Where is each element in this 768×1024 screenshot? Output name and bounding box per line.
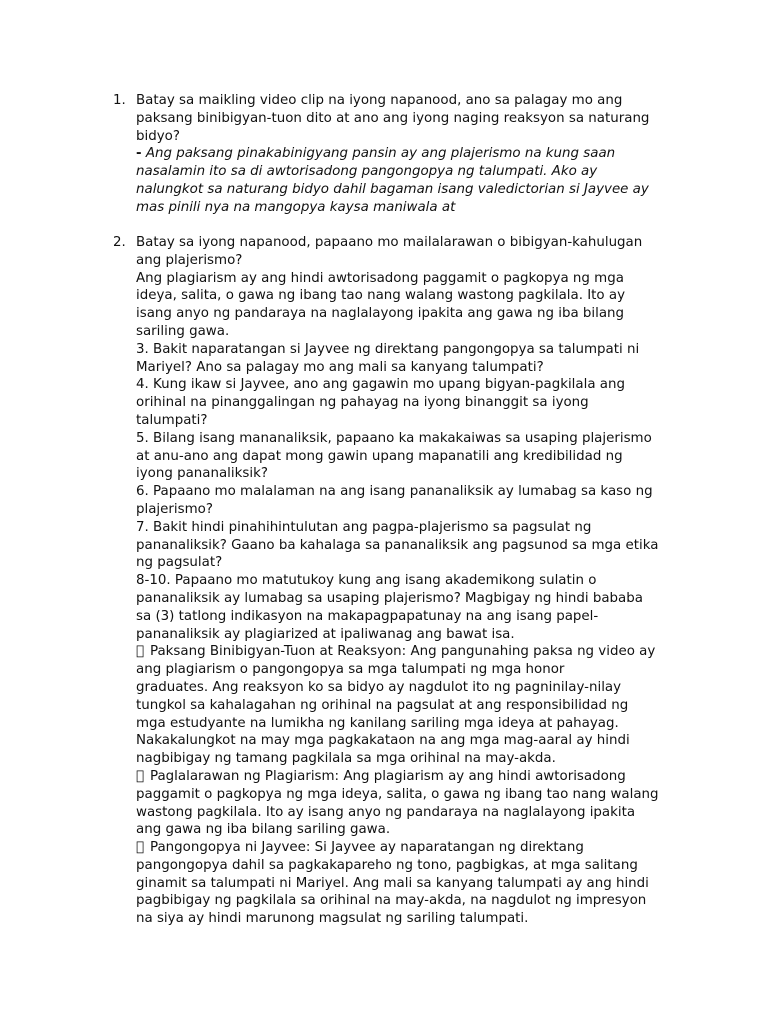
- text-line: 7. Bakit hindi pinahihintulutan ang pagpa-plajerismo sa pagsulat ng: [136, 519, 592, 535]
- bullet-item-line: [136, 768, 683, 786]
- question-number: 1.: [113, 93, 126, 108]
- text-line: ng pagsulat?: [136, 555, 223, 571]
- text-line: Batay sa iyong napanood, papaano mo mailalarawan o bibigyan-kahulugan: [136, 235, 643, 250]
- bullet-item-line: [136, 643, 683, 661]
- question-1: [113, 92, 683, 217]
- bullet-item-line: [136, 839, 683, 857]
- text-line: pananaliksik ay lumabag sa usaping plajerismo? Magbigay ng hindi bababa: [136, 590, 643, 606]
- text-line: orihinal na pinanggalingan ng pahayag na iyong binanggit sa iyong: [136, 395, 589, 411]
- answer-dash: -: [136, 146, 142, 162]
- text-line: 3. Bakit naparatangan si Jayvee ng direktang pangongopya sa talumpati ni: [136, 341, 640, 357]
- answer-line: mas pinili nya na mangopya kaysa maniwala at: [136, 199, 456, 215]
- text-line: graduates. Ang reaksyon ko sa bidyo ay nagdulot ito ng pagninilay-nilay: [136, 679, 622, 695]
- text-line: pagbibigay ng pagkilala sa orihinal na may-akda, na nagdulot ng impresyon: [136, 893, 647, 909]
- text-line: Nakakalungkot na may mga pagkakataon na ang mga mag-aaral ay hindi: [136, 733, 630, 749]
- text-line: pangongopya dahil sa pagkakapareho ng tono, pagbigkas, at mga salitang: [136, 857, 638, 873]
- text-line: 8-10. Papaano mo matutukoy kung ang isang akademikong sulatin o: [136, 573, 597, 589]
- text-line: tungkol sa kahalagahan ng orihinal na pagsulat at ang responsibilidad ng: [136, 697, 629, 713]
- bullet-icon: [136, 839, 150, 857]
- text-line: pananaliksik ay plagiarized at ipaliwanag ang bawat isa.: [136, 626, 515, 642]
- text-line: pananaliksik? Gaano ba kahalaga sa pananaliksik ang pagsunod sa mga etika: [136, 537, 659, 553]
- bullet-text: Pangongopya ni Jayvee: Si Jayvee ay naparatangan ng direktang: [150, 840, 584, 856]
- text-line: ang plajerismo?: [136, 252, 243, 268]
- text-line: nagbibigay ng tamang pagkilala sa mga orihinal na may-akda.: [136, 751, 556, 767]
- answer-line: [136, 145, 683, 163]
- text-line: na siya ay hindi marunong magsulat ng sariling talumpati.: [136, 911, 529, 927]
- answer-text: Ang paksang pinakabinigyang pansin ay ang plajerismo na kung saan: [141, 146, 616, 162]
- text-line: wastong pagkilala. Ito ay isang anyo ng pandaraya na naglalayong ipakita: [136, 804, 636, 820]
- text-line: ang gawa ng iba bilang sariling gawa.: [136, 822, 391, 838]
- question-1-body: [136, 92, 683, 217]
- text-line: 5. Bilang isang mananaliksik, papaano ka makakaiwas sa usaping plajerismo: [136, 430, 652, 446]
- text-line: isang anyo ng pandaraya na naglalayong ipakita ang gawa ng iba bilang: [136, 306, 625, 322]
- text-line: ang plagiarism o pangongopya sa mga talumpati ng mga honor: [136, 662, 565, 678]
- text-line: ginamit sa talumpati ni Mariyel. Ang mali sa kanyang talumpati ay ang hindi: [136, 875, 649, 891]
- text-line: plajerismo?: [136, 501, 213, 517]
- bullet-icon: [136, 768, 150, 786]
- text-line: mga estudyante na lumikha ng kanilang sariling mga ideya at pahayag.: [136, 715, 619, 731]
- question-number: 2.: [113, 235, 126, 250]
- text-line: talumpati?: [136, 412, 208, 428]
- bullet-text: Paksang Binibigyan-Tuon at Reaksyon: Ang pangunahing paksa ng video ay: [150, 644, 656, 660]
- question-line: paksang binibigyan-tuon dito at ano ang iyong naging reaksyon sa naturang: [136, 110, 650, 126]
- answer-line: nasalamin ito sa di awtorisadong pangongopya ng talumpati. Ako ay: [136, 164, 598, 180]
- text-line: at anu-ano ang dapat mong gawin upang mapanatili ang kredibilidad ng: [136, 448, 623, 464]
- text-line: ideya, salita, o gawa ng ibang tao nang walang wastong pagkilala. Ito ay: [136, 288, 625, 304]
- text-line: Mariyel? Ano sa palagay mo ang mali sa kanyang talumpati?: [136, 359, 544, 375]
- question-2-body: [136, 234, 683, 928]
- text-line: paggamit o pagkopya ng mga ideya, salita, o gawa ng ibang tao nang walang: [136, 786, 659, 802]
- text-line: Ang plagiarism ay ang hindi awtorisadong paggamit o pagkopya ng mga: [136, 270, 624, 286]
- text-line: 4. Kung ikaw si Jayvee, ano ang gagawin mo upang bigyan-pagkilala ang: [136, 377, 625, 393]
- question-line: bidyo?: [136, 128, 180, 144]
- question-2: [113, 234, 683, 928]
- answer-line: nalungkot sa naturang bidyo dahil bagaman isang valedictorian si Jayvee ay: [136, 181, 649, 197]
- question-line: Batay sa maikling video clip na iyong napanood, ano sa palagay mo ang: [136, 93, 623, 108]
- text-line: sariling gawa.: [136, 323, 230, 339]
- text-line: 6. Papaano mo malalaman na ang isang pananaliksik ay lumabag sa kaso ng: [136, 484, 653, 500]
- bullet-text: Paglalarawan ng Plagiarism: Ang plagiarism ay ang hindi awtorisadong: [150, 768, 626, 784]
- bullet-icon: [136, 643, 150, 661]
- text-line: iyong pananaliksik?: [136, 466, 268, 482]
- text-line: sa (3) tatlong indikasyon na makapagpapatunay na ang isang papel-: [136, 608, 599, 624]
